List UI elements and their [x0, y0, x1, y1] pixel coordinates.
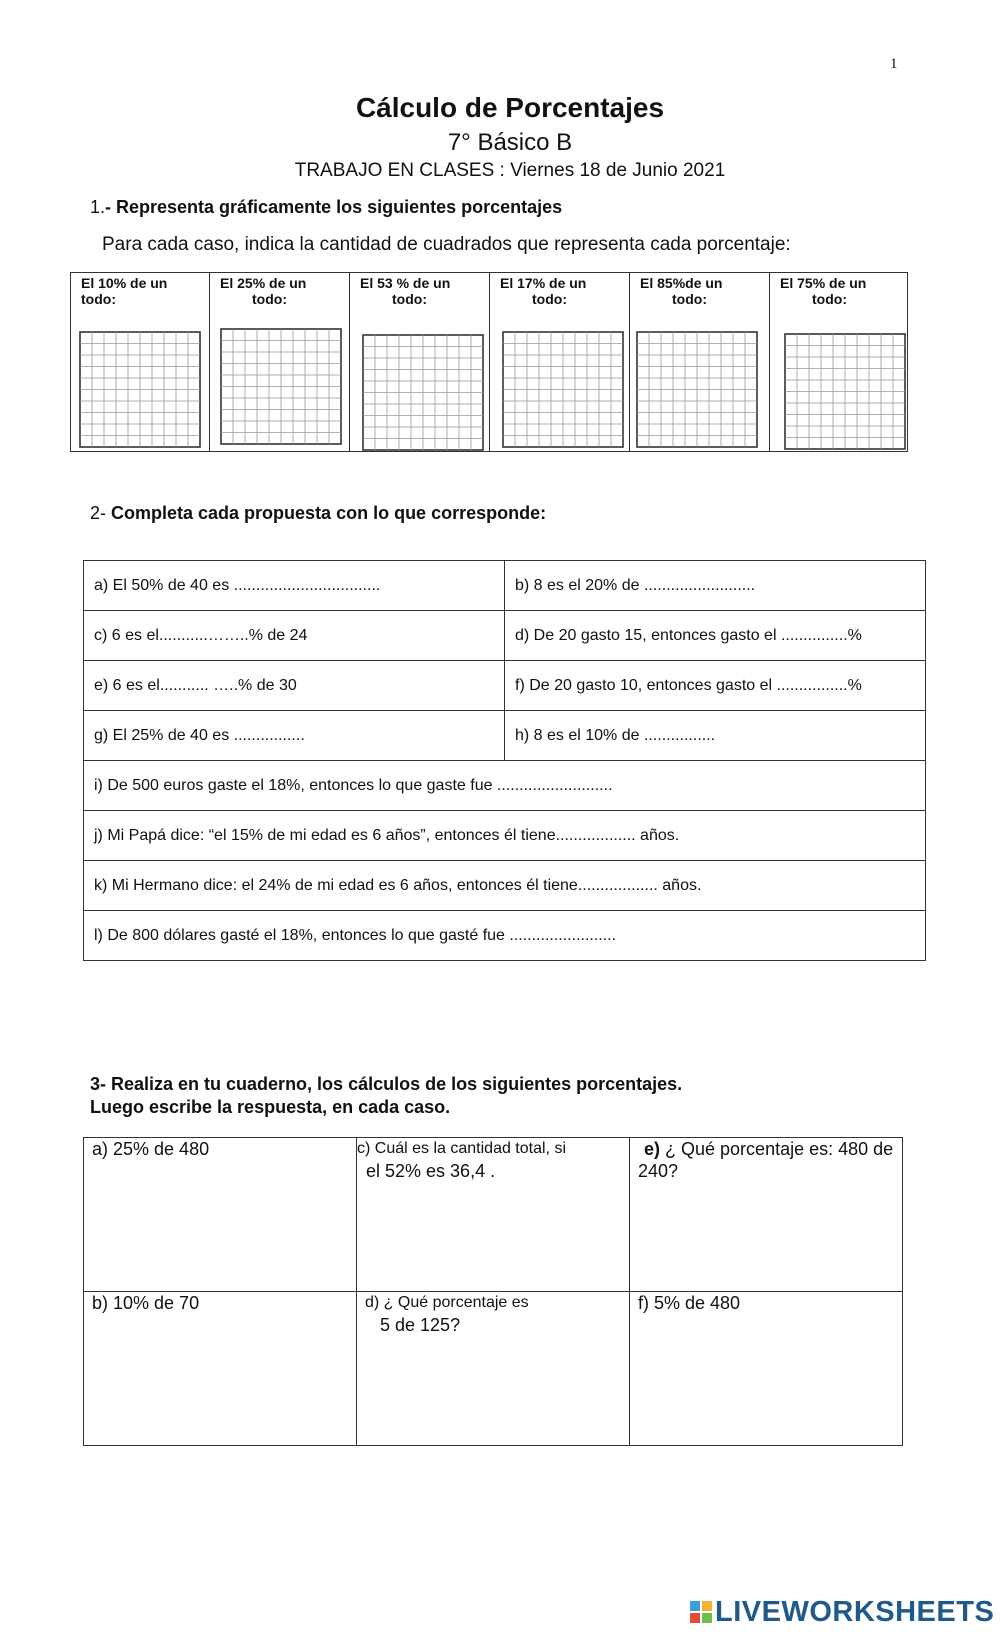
- liveworksheets-icon: [690, 1601, 712, 1623]
- calc-cell-f[interactable]: [630, 1292, 903, 1446]
- exercise-cell[interactable]: g) El 25% de 40 es ................: [84, 711, 505, 761]
- exercise-cell[interactable]: i) De 500 euros gaste el 18%, entonces lo que gaste fue ..........................: [84, 761, 926, 811]
- grid-cell: [350, 273, 490, 451]
- section-3-heading-line: Luego escribe la respuesta, en cada caso.: [90, 1097, 451, 1117]
- calc-cell-e[interactable]: [630, 1138, 903, 1292]
- grid-cell: [71, 273, 210, 451]
- grid-cell: [210, 273, 350, 451]
- calc-prompt: 5 de 125?: [380, 1315, 461, 1335]
- calc-prompt: f) 5% de 480: [638, 1293, 741, 1313]
- grid-cell-label: El 25% de un todo:: [220, 275, 307, 307]
- exercise-cell[interactable]: a) El 50% de 40 es .................................: [84, 561, 505, 611]
- exercise-cell[interactable]: j) Mi Papá dice: “el 15% de mi edad es 6 años”, entonces él tiene.................. años.: [84, 811, 926, 861]
- section-1-title: - Representa gráficamente los siguientes porcentajes: [105, 197, 563, 217]
- calc-prompt: b) 10% de 70: [92, 1293, 200, 1313]
- calc-prompt: c) Cuál es la cantidad total, si: [357, 1140, 566, 1157]
- table-row: [84, 861, 926, 911]
- liveworksheets-logo: [690, 1596, 994, 1629]
- calc-cell-d[interactable]: [357, 1292, 630, 1446]
- hundred-grid[interactable]: [502, 331, 624, 448]
- table-row: [84, 761, 926, 811]
- calculation-table: [83, 1137, 903, 1446]
- hundred-grid[interactable]: [784, 333, 906, 450]
- grid-cell: [630, 273, 770, 451]
- section-2-heading: [90, 503, 546, 524]
- grid-cell-label: El 75% de un todo:: [780, 275, 867, 307]
- table-row: [84, 811, 926, 861]
- table-row: [84, 911, 926, 961]
- percentage-grid-table: [70, 272, 908, 452]
- section-1-number: 1.: [90, 197, 106, 217]
- exercise-cell[interactable]: c) 6 es el...........……..% de 24: [84, 611, 505, 661]
- exercise-cell[interactable]: d) De 20 gasto 15, entonces gasto el ...............%: [505, 611, 926, 661]
- date-line: TRABAJO EN CLASES : Viernes 18 de Junio 2021: [294, 160, 726, 181]
- grid-cell-label: El 17% de un todo:: [500, 275, 587, 307]
- section-3-heading-line: 3- Realiza en tu cuaderno, los cálculos de los siguientes porcentajes.: [90, 1074, 683, 1094]
- exercise-cell[interactable]: h) 8 es el 10% de ................: [505, 711, 926, 761]
- table-row: [84, 661, 926, 711]
- exercise-cell[interactable]: k) Mi Hermano dice: el 24% de mi edad es 6 años, entonces él tiene.................. años.: [84, 861, 926, 911]
- calc-cell-a[interactable]: [84, 1138, 357, 1292]
- page-number: 1: [890, 56, 898, 72]
- calc-cell-b[interactable]: [84, 1292, 357, 1446]
- hundred-grid[interactable]: [220, 328, 342, 445]
- grid-cell: [490, 273, 630, 451]
- logo-text: LIVEWORKSHEETS: [715, 1596, 995, 1628]
- calc-prompt: el 52% es 36,4 .: [366, 1161, 496, 1181]
- hundred-grid[interactable]: [636, 331, 758, 448]
- table-row: [84, 711, 926, 761]
- table-row: [84, 1138, 903, 1292]
- table-row: [84, 611, 926, 661]
- completion-table: [83, 560, 926, 961]
- calc-label: e): [644, 1139, 661, 1159]
- section-3-heading: [90, 1073, 682, 1119]
- grid-cell-label: El 10% de un todo:: [81, 275, 168, 307]
- hundred-grid[interactable]: [362, 334, 484, 451]
- table-row: [84, 1292, 903, 1446]
- section-2-title: Completa cada propuesta con lo que corresponde:: [111, 503, 547, 523]
- exercise-cell[interactable]: l) De 800 dólares gasté el 18%, entonces lo que gasté fue ........................: [84, 911, 926, 961]
- exercise-cell[interactable]: f) De 20 gasto 10, entonces gasto el ................%: [505, 661, 926, 711]
- table-row: [84, 561, 926, 611]
- calc-cell-c[interactable]: [357, 1138, 630, 1292]
- grid-cell-label: El 53 % de un todo:: [360, 275, 451, 307]
- hundred-grid[interactable]: [79, 331, 201, 448]
- section-2-number: 2-: [90, 503, 112, 523]
- grid-cell-label: El 85%de un todo:: [640, 275, 723, 307]
- exercise-cell[interactable]: b) 8 es el 20% de .........................: [505, 561, 926, 611]
- page-title: Cálculo de Porcentajes: [355, 92, 665, 123]
- section-1-instruction: Para cada caso, indica la cantidad de cuadrados que representa cada porcentaje:: [102, 234, 791, 255]
- grid-cell: [770, 273, 909, 451]
- page-subtitle: 7° Básico B: [447, 129, 573, 156]
- calc-prompt: a) 25% de 480: [92, 1139, 210, 1159]
- section-1-heading: [90, 197, 562, 218]
- calc-prompt: ¿ Qué porcentaje es: 480 de 240?: [638, 1139, 894, 1181]
- calc-prompt: d) ¿ Qué porcentaje es: [365, 1294, 529, 1311]
- exercise-cell[interactable]: e) 6 es el........... …..% de 30: [84, 661, 505, 711]
